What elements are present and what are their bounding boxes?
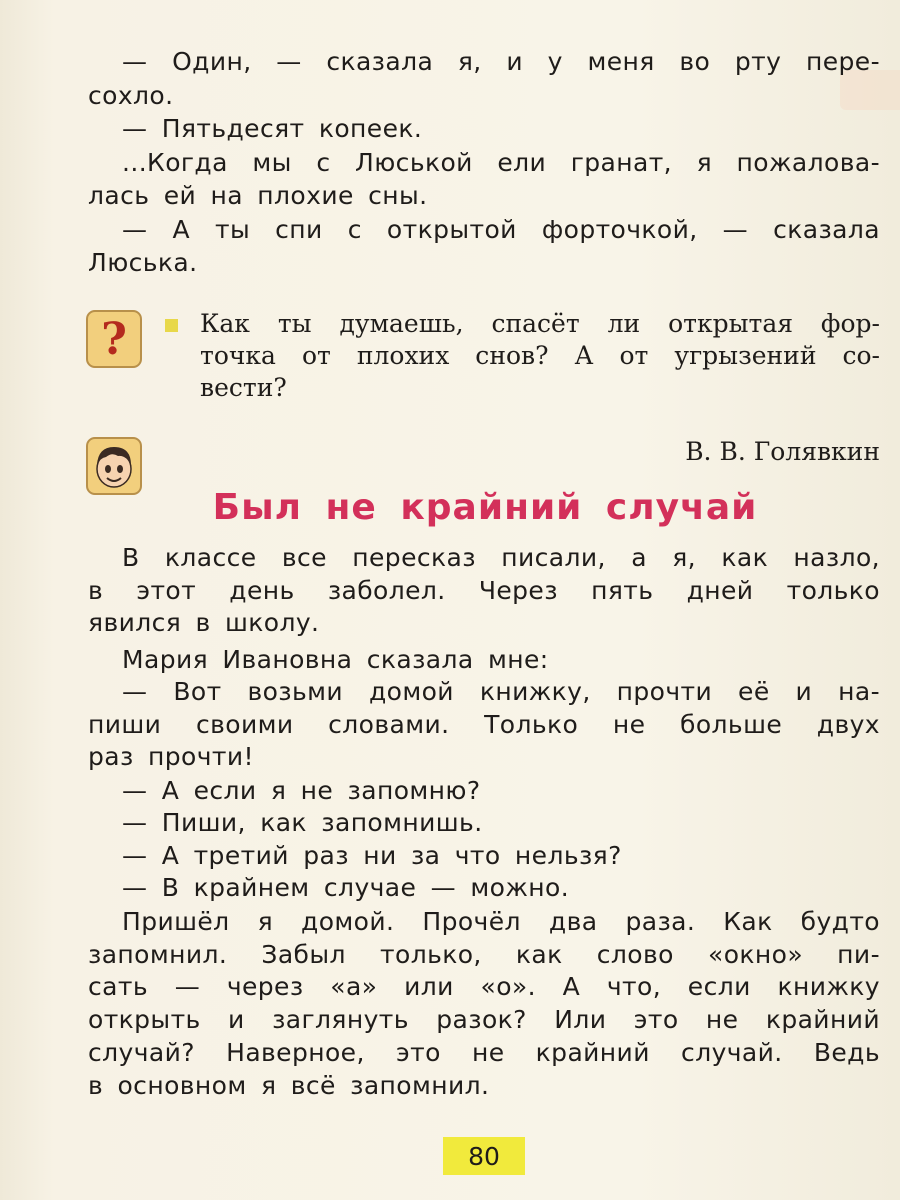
story-line: раз прочти! <box>88 742 254 771</box>
story-line: — В крайнем случае — можно. <box>122 873 570 902</box>
text-line: Люська. <box>88 248 198 277</box>
story-line: пиши своими словами. Только не больше двух <box>88 710 880 739</box>
story-line: Мария Ивановна сказала мне: <box>122 645 549 674</box>
author-name: В. В. Голявкин <box>685 437 880 466</box>
text-line: сохло. <box>88 80 174 110</box>
story-line: явился в школу. <box>88 608 320 637</box>
story-line: — Вот возьми домой книжку, прочти её и на- <box>122 677 880 706</box>
story-line: открыть и заглянуть разок? Или это не крайний <box>88 1005 880 1034</box>
question-line: вести? <box>200 373 287 402</box>
story-line: запомнил. Забыл только, как слово «окно» пи- <box>88 940 880 969</box>
story-line: В классе все пересказ писали, а я, как назло, <box>122 543 880 572</box>
story-line: — Пиши, как запомнишь. <box>122 808 483 837</box>
question-icon-box <box>86 310 142 368</box>
boy-face-icon <box>88 439 140 493</box>
bullet-icon <box>165 319 178 332</box>
story-line: Пришёл я домой. Прочёл два раза. Как будто <box>122 907 880 936</box>
question-mark-icon: ? <box>101 313 127 365</box>
text-line: лась ей на плохие сны. <box>88 181 428 210</box>
text-line: — Один, — сказала я, и у меня во рту пере- <box>122 47 880 76</box>
story-line: сать — через «а» или «о». А что, если книжку <box>88 972 880 1001</box>
story-line: — А если я не запомню? <box>122 776 481 805</box>
text-line: — Пятьдесят копеек. <box>122 114 423 143</box>
question-line: точка от плохих снов? А от угрызений со- <box>200 341 880 370</box>
text-line: ...Когда мы с Люськой ели гранат, я пожалова- <box>122 147 880 177</box>
story-line: в этот день заболел. Через пять дней только <box>88 576 880 605</box>
story-title: Был не крайний случай <box>212 487 758 528</box>
text-line: — А ты спи с открытой форточкой, — сказала <box>122 214 880 244</box>
story-line: в основном я всё запомнил. <box>88 1071 490 1100</box>
story-line: случай? Наверное, это не крайний случай. Ведь <box>88 1038 880 1067</box>
story-line: — А третий раз ни за что нельзя? <box>122 841 622 870</box>
page-number: 80 <box>443 1137 525 1175</box>
question-line: Как ты думаешь, спасёт ли открытая фор- <box>200 309 880 338</box>
